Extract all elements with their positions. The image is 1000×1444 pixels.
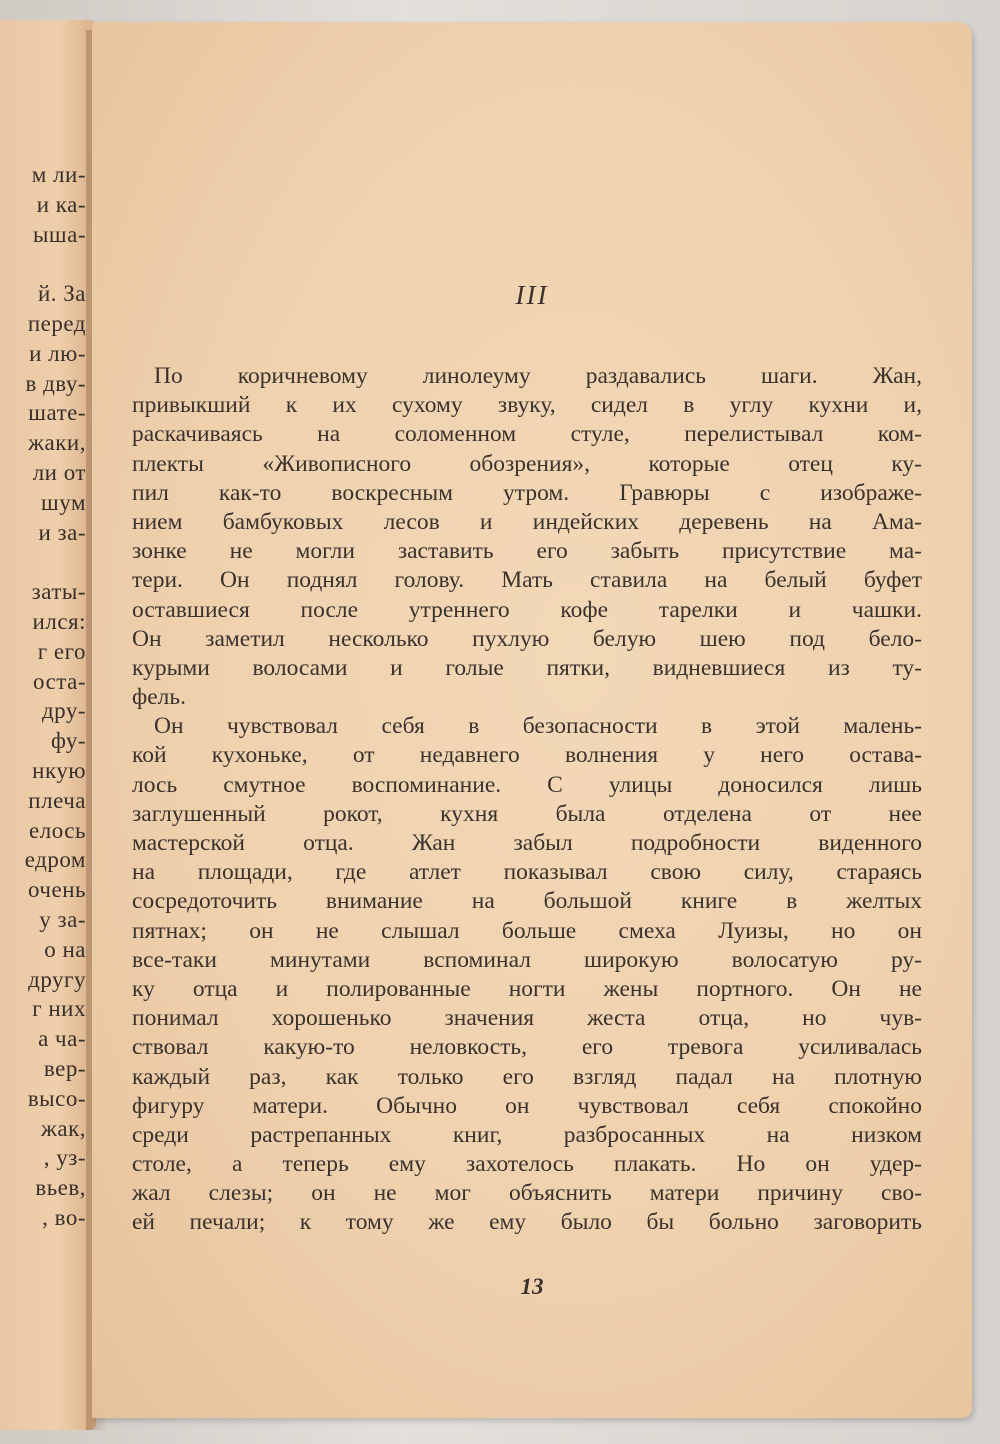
text-line: столе, а теперь ему захотелось плакать. Но он удер- (132, 1151, 922, 1178)
left-page-line: м ли- (31, 162, 86, 187)
text-line: Он чувствовал себя в безопасности в этой малень- (154, 713, 922, 740)
text-line: лось смутное воспоминание. С улицы доносился лишь (132, 771, 922, 798)
text-line: жал слезы; он не мог объяснить матери причину сво- (132, 1180, 922, 1207)
left-page-line: оста- (33, 668, 86, 694)
left-page-line: едром (24, 847, 86, 873)
left-page-line: а ча- (38, 1026, 86, 1052)
text-line: фигуру матери. Обычно он чувствовал себя спокойно (132, 1092, 922, 1119)
left-page-line: жаки, (28, 430, 86, 456)
left-page-line: дру- (41, 698, 86, 724)
text-line: раскачиваясь на соломенном стуле, перелистывал ком- (132, 421, 922, 448)
chapter-number: III (515, 280, 549, 310)
text-line: пил как-то воскресным утром. Гравюры с изображе- (132, 479, 922, 506)
text-line: привыкший к их сухому звуку, сидел в углу кухни и, (132, 392, 922, 419)
left-page-line: шате- (28, 400, 86, 426)
left-page-line (0, 249, 86, 279)
left-page-line: ли от (32, 459, 86, 485)
text-line: тери. Он поднял голову. Мать ставила на белый буфет (132, 567, 922, 594)
right-page (92, 22, 972, 1418)
left-page-line: заты- (31, 579, 86, 605)
left-page-line: й. За (37, 281, 86, 307)
left-page-line: плеча (28, 787, 86, 813)
text-line: сосредоточить внимание на большой книге в желтых (132, 888, 922, 915)
left-page-line: и лю- (29, 340, 86, 366)
text-line: пятнах; он не слышал больше смеха Луизы, но он (132, 917, 922, 944)
text-line: мастерской отца. Жан забыл подробности виденного (132, 830, 922, 856)
text-line: кой кухоньке, от недавнего волнения у него остава- (132, 742, 922, 769)
page-number: 13 (520, 1274, 544, 1299)
left-page-line: о на (44, 936, 86, 962)
left-page-line: г его (37, 638, 86, 664)
text-line: курыми волосами и голые пятки, видневшиеся из ту- (132, 654, 922, 681)
text-line: фель. (132, 684, 186, 711)
left-page (0, 20, 96, 1430)
left-page-line: в дву- (25, 370, 86, 396)
text-line: По коричневому линолеуму раздавались шаги. Жан, (154, 363, 922, 389)
left-page-line: ыша- (32, 221, 86, 247)
left-page-line (0, 547, 86, 577)
text-line: заглушенный рокот, кухня была отделена от нее (132, 800, 922, 827)
text-line: плекты «Живописного обозрения», которые отец ку- (132, 450, 922, 477)
text-line: нием бамбуковых лесов и индейских деревень на Ама- (132, 508, 922, 535)
text-line: ствовал какую-то неловкость, его тревога усиливалась (132, 1034, 922, 1061)
text-line: ку отца и полированные ногти жены портного. Он не (132, 975, 922, 1002)
left-page-line: ился: (32, 608, 86, 634)
text-line: все-таки минутами вспоминал широкую волосатую ру- (132, 946, 922, 973)
body-text (132, 362, 922, 1238)
left-page-line: елось (29, 817, 86, 843)
left-page-line: вер- (43, 1055, 86, 1081)
text-line: понимал хорошенько значения жеста отца, но чув- (132, 1005, 922, 1032)
left-page-line: другу (28, 966, 86, 992)
text-line: Он заметил несколько пухлую белую шею под бело- (132, 625, 922, 652)
left-page-line: , уз- (43, 1145, 86, 1171)
left-page-line: высо- (27, 1085, 86, 1111)
left-page-line: , во- (42, 1204, 86, 1230)
left-page-line: очень (28, 877, 86, 903)
left-page-line: фу- (51, 728, 86, 754)
text-line: на площади, где атлет показывал свою силу, стараясь (132, 859, 922, 886)
text-line: каждый раз, как только его взгляд падал на плотную (132, 1063, 922, 1090)
text-line: среди растрепанных книг, разбросанных на низком (132, 1121, 922, 1148)
left-page-text (0, 160, 86, 1233)
left-page-line: вьев, (35, 1175, 86, 1201)
left-page-line: шум (41, 489, 86, 515)
left-page-line: и за- (38, 519, 86, 545)
left-page-line: у за- (39, 906, 86, 932)
left-page-line: нкую (32, 757, 86, 783)
text-line: зонке не могли заставить его забыть присутствие ма- (132, 538, 922, 565)
left-page-line: г них (32, 996, 86, 1022)
left-page-line: перед (27, 310, 86, 336)
left-page-line: жак, (40, 1115, 86, 1141)
text-line: ей печали; к тому же ему было бы больно заговорить (132, 1209, 922, 1236)
left-page-line: и ка- (36, 191, 86, 217)
text-line: оставшиеся после утреннего кофе тарелки и чашки. (132, 596, 922, 623)
